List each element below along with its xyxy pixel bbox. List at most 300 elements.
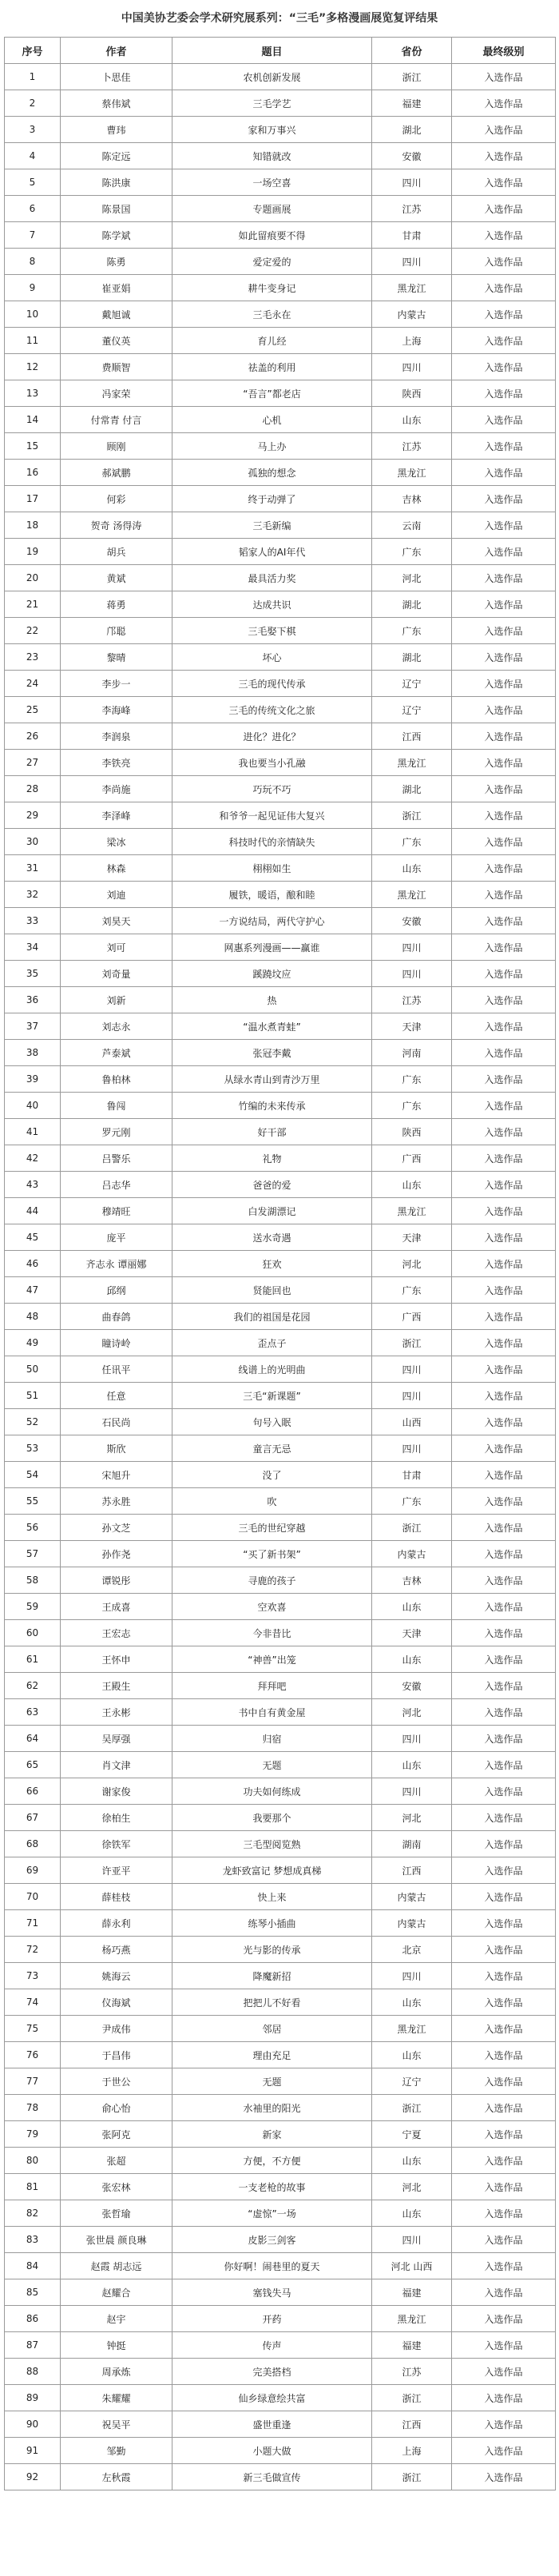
level-cell: 入选作品 (452, 1383, 556, 1409)
author-cell: 杨巧燕 (61, 1937, 172, 1963)
work-title-cell: 一方说结局，两代守护心 (172, 908, 372, 934)
level-cell: 入选作品 (452, 1119, 556, 1145)
work-title-cell: 从绿水青山到青沙万里 (172, 1066, 372, 1093)
province-cell: 四川 (372, 1383, 452, 1409)
work-title-cell: 句号入眠 (172, 1409, 372, 1435)
row-number: 77 (5, 2068, 61, 2095)
province-cell: 山东 (372, 1172, 452, 1198)
level-cell: 入选作品 (452, 1409, 556, 1435)
level-cell: 入选作品 (452, 2438, 556, 2464)
author-cell: 尹成伟 (61, 2016, 172, 2042)
table-row (5, 1066, 556, 1093)
province-cell: 山东 (372, 1594, 452, 1620)
row-number: 71 (5, 1910, 61, 1937)
table-row (5, 196, 556, 222)
work-title-cell: 贤能回也 (172, 1277, 372, 1304)
level-cell: 入选作品 (452, 2148, 556, 2174)
row-number: 41 (5, 1119, 61, 1145)
level-cell: 入选作品 (452, 354, 556, 380)
level-cell: 入选作品 (452, 1330, 556, 1356)
author-cell: 仪海斌 (61, 1989, 172, 2016)
table-row (5, 64, 556, 90)
level-cell: 入选作品 (452, 2042, 556, 2068)
work-title-cell: 爸爸的爱 (172, 1172, 372, 1198)
level-cell: 入选作品 (452, 249, 556, 275)
province-cell: 上海 (372, 328, 452, 354)
table-row (5, 301, 556, 328)
province-cell: 宁夏 (372, 2121, 452, 2148)
province-cell: 河北 (372, 1805, 452, 1831)
province-cell: 浙江 (372, 802, 452, 829)
level-cell: 入选作品 (452, 1013, 556, 1040)
row-number: 30 (5, 829, 61, 855)
work-title-cell: 送水奇遇 (172, 1224, 372, 1251)
author-cell: 刘迪 (61, 882, 172, 908)
level-cell: 入选作品 (452, 2121, 556, 2148)
work-title-cell: 功夫如何练成 (172, 1778, 372, 1805)
table-row (5, 1304, 556, 1330)
author-cell: 王怀申 (61, 1646, 172, 1673)
work-title-cell: 知错就改 (172, 143, 372, 169)
work-title-cell: 热 (172, 987, 372, 1013)
level-cell: 入选作品 (452, 1435, 556, 1462)
work-title-cell: 降魔新招 (172, 1963, 372, 1989)
author-cell: 刘可 (61, 934, 172, 961)
province-cell: 辽宁 (372, 697, 452, 723)
table-row (5, 1488, 556, 1515)
table-row (5, 2174, 556, 2200)
author-cell: 王成喜 (61, 1594, 172, 1620)
author-cell: 蔡伟斌 (61, 90, 172, 117)
table-row (5, 1224, 556, 1251)
row-number: 3 (5, 117, 61, 143)
table-row (5, 486, 556, 512)
table-row (5, 1778, 556, 1805)
province-cell: 江苏 (372, 2359, 452, 2385)
work-title-cell: 栩栩如生 (172, 855, 372, 882)
province-cell: 四川 (372, 249, 452, 275)
province-cell: 浙江 (372, 2464, 452, 2490)
author-cell: 姚海云 (61, 1963, 172, 1989)
province-cell: 江西 (372, 1857, 452, 1884)
author-cell: 王殿生 (61, 1673, 172, 1699)
level-cell: 入选作品 (452, 1937, 556, 1963)
level-cell: 入选作品 (452, 1488, 556, 1515)
table-row (5, 222, 556, 249)
work-title-cell: 耕牛变身记 (172, 275, 372, 301)
level-cell: 入选作品 (452, 2068, 556, 2095)
province-cell: 广东 (372, 1488, 452, 1515)
work-title-cell: 和爷爷一起见证伟大复兴 (172, 802, 372, 829)
level-cell: 入选作品 (452, 433, 556, 460)
table-row (5, 1172, 556, 1198)
work-title-cell: 狂欢 (172, 1251, 372, 1277)
table-row (5, 2121, 556, 2148)
table-row (5, 275, 556, 301)
row-number: 2 (5, 90, 61, 117)
work-title-cell: 我要那个 (172, 1805, 372, 1831)
table-row (5, 1989, 556, 2016)
author-cell: 薛永利 (61, 1910, 172, 1937)
row-number: 90 (5, 2411, 61, 2438)
author-cell: 祝吴平 (61, 2411, 172, 2438)
author-cell: 斯欣 (61, 1435, 172, 1462)
row-number: 33 (5, 908, 61, 934)
table-header-row (5, 38, 556, 64)
author-cell: 石民尚 (61, 1409, 172, 1435)
row-number: 49 (5, 1330, 61, 1356)
work-title-cell: 三毛新编 (172, 512, 372, 539)
table-row (5, 644, 556, 671)
table-row (5, 1013, 556, 1040)
province-cell: 江西 (372, 723, 452, 750)
row-number: 39 (5, 1066, 61, 1093)
level-cell: 入选作品 (452, 1356, 556, 1383)
work-title-cell: 育儿经 (172, 328, 372, 354)
work-title-cell: 练琴小插曲 (172, 1910, 372, 1937)
province-cell: 广东 (372, 829, 452, 855)
row-number: 10 (5, 301, 61, 328)
author-cell: 鲁闯 (61, 1093, 172, 1119)
table-row (5, 1805, 556, 1831)
province-cell: 山东 (372, 2042, 452, 2068)
row-number: 88 (5, 2359, 61, 2385)
level-cell: 入选作品 (452, 1277, 556, 1304)
table-row (5, 1093, 556, 1119)
table-row (5, 1857, 556, 1884)
author-cell: 李润泉 (61, 723, 172, 750)
level-cell: 入选作品 (452, 1620, 556, 1646)
work-title-cell: “吾言”都老店 (172, 380, 372, 407)
author-cell: 卜思佳 (61, 64, 172, 90)
table-row (5, 2306, 556, 2332)
author-cell: 王宏志 (61, 1620, 172, 1646)
province-cell: 山东 (372, 2200, 452, 2227)
level-cell: 入选作品 (452, 723, 556, 750)
province-cell: 福建 (372, 2332, 452, 2359)
table-row (5, 1515, 556, 1541)
work-title-cell: 三毛型阅览熟 (172, 1831, 372, 1857)
author-cell: 邝聪 (61, 618, 172, 644)
province-cell: 湖南 (372, 1831, 452, 1857)
table-row (5, 2227, 556, 2253)
table-row (5, 1567, 556, 1594)
province-cell: 黑龙江 (372, 1198, 452, 1224)
table-row (5, 1594, 556, 1620)
work-title-cell: 礼物 (172, 1145, 372, 1172)
level-cell: 入选作品 (452, 1462, 556, 1488)
author-cell: 刘志永 (61, 1013, 172, 1040)
row-number: 64 (5, 1726, 61, 1752)
province-cell: 广东 (372, 1277, 452, 1304)
header-province: 省份 (372, 38, 452, 64)
province-cell: 内蒙古 (372, 1910, 452, 1937)
province-cell: 天津 (372, 1013, 452, 1040)
level-cell: 入选作品 (452, 1093, 556, 1119)
work-title-cell: 农机创新发展 (172, 64, 372, 90)
author-cell: 瞳诗岭 (61, 1330, 172, 1356)
province-cell: 四川 (372, 934, 452, 961)
author-cell: 张阿克 (61, 2121, 172, 2148)
province-cell: 浙江 (372, 1330, 452, 1356)
province-cell: 浙江 (372, 64, 452, 90)
row-number: 59 (5, 1594, 61, 1620)
table-row (5, 1277, 556, 1304)
level-cell: 入选作品 (452, 1541, 556, 1567)
author-cell: 肖文津 (61, 1752, 172, 1778)
row-number: 11 (5, 328, 61, 354)
level-cell: 入选作品 (452, 802, 556, 829)
province-cell: 广西 (372, 1145, 452, 1172)
work-title-cell: 龙虾致富记 梦想成真梯 (172, 1857, 372, 1884)
province-cell: 黑龙江 (372, 460, 452, 486)
table-row (5, 2464, 556, 2490)
province-cell: 黑龙江 (372, 750, 452, 776)
province-cell: 浙江 (372, 2385, 452, 2411)
author-cell: 陈定远 (61, 143, 172, 169)
table-row (5, 855, 556, 882)
author-cell: 谢家俊 (61, 1778, 172, 1805)
table-row (5, 2253, 556, 2279)
author-cell: 刘新 (61, 987, 172, 1013)
row-number: 32 (5, 882, 61, 908)
level-cell: 入选作品 (452, 275, 556, 301)
province-cell: 湖北 (372, 776, 452, 802)
row-number: 61 (5, 1646, 61, 1673)
author-cell: 赵霞 胡志远 (61, 2253, 172, 2279)
province-cell: 湖北 (372, 117, 452, 143)
level-cell: 入选作品 (452, 908, 556, 934)
table-row (5, 565, 556, 591)
table-row (5, 2438, 556, 2464)
work-title-cell: 无题 (172, 2068, 372, 2095)
work-title-cell: 三毛“新课题” (172, 1383, 372, 1409)
row-number: 51 (5, 1383, 61, 1409)
row-number: 83 (5, 2227, 61, 2253)
level-cell: 入选作品 (452, 539, 556, 565)
results-table (4, 37, 556, 2490)
table-row (5, 1356, 556, 1383)
work-title-cell: 最具活力奖 (172, 565, 372, 591)
author-cell: 吴厚强 (61, 1726, 172, 1752)
table-row (5, 697, 556, 723)
table-row (5, 2095, 556, 2121)
row-number: 13 (5, 380, 61, 407)
level-cell: 入选作品 (452, 460, 556, 486)
author-cell: 赵宇 (61, 2306, 172, 2332)
author-cell: 郝斌鹏 (61, 460, 172, 486)
row-number: 73 (5, 1963, 61, 1989)
author-cell: 孙文芝 (61, 1515, 172, 1541)
province-cell: 甘肃 (372, 222, 452, 249)
table-row (5, 1831, 556, 1857)
province-cell: 山东 (372, 855, 452, 882)
work-title-cell: 寻鹿的孩子 (172, 1567, 372, 1594)
level-cell: 入选作品 (452, 1066, 556, 1093)
author-cell: 戴旭诚 (61, 301, 172, 328)
level-cell: 入选作品 (452, 2016, 556, 2042)
province-cell: 云南 (372, 512, 452, 539)
province-cell: 广东 (372, 1093, 452, 1119)
work-title-cell: 蹊蹺坟应 (172, 961, 372, 987)
work-title-cell: 如此留痕要不得 (172, 222, 372, 249)
author-cell: 鲁柏林 (61, 1066, 172, 1093)
author-cell: 许亚平 (61, 1857, 172, 1884)
level-cell: 入选作品 (452, 143, 556, 169)
work-title-cell: 归宿 (172, 1726, 372, 1752)
province-cell: 黑龙江 (372, 2306, 452, 2332)
table-row (5, 1251, 556, 1277)
level-cell: 入选作品 (452, 618, 556, 644)
row-number: 36 (5, 987, 61, 1013)
table-row (5, 2148, 556, 2174)
table-row (5, 1383, 556, 1409)
author-cell: 齐志永 谭丽娜 (61, 1251, 172, 1277)
province-cell: 天津 (372, 1620, 452, 1646)
author-cell: 董仪英 (61, 328, 172, 354)
author-cell: 左秋霞 (61, 2464, 172, 2490)
author-cell: 李泽峰 (61, 802, 172, 829)
author-cell: 张世晨 颜良琳 (61, 2227, 172, 2253)
province-cell: 江苏 (372, 433, 452, 460)
table-row (5, 1752, 556, 1778)
table-row (5, 249, 556, 275)
table-row (5, 1726, 556, 1752)
work-title-cell: 马上办 (172, 433, 372, 460)
row-number: 5 (5, 169, 61, 196)
work-title-cell: 一支老枪的故事 (172, 2174, 372, 2200)
province-cell: 四川 (372, 169, 452, 196)
province-cell: 福建 (372, 90, 452, 117)
province-cell: 天津 (372, 1224, 452, 1251)
table-row (5, 908, 556, 934)
table-row (5, 2016, 556, 2042)
header-title: 题目 (172, 38, 372, 64)
row-number: 60 (5, 1620, 61, 1646)
row-number: 68 (5, 1831, 61, 1857)
level-cell: 入选作品 (452, 1805, 556, 1831)
level-cell: 入选作品 (452, 407, 556, 433)
row-number: 86 (5, 2306, 61, 2332)
table-row (5, 2279, 556, 2306)
province-cell: 四川 (372, 961, 452, 987)
author-cell: 陈景国 (61, 196, 172, 222)
table-row (5, 539, 556, 565)
author-cell: 朱耀耀 (61, 2385, 172, 2411)
level-cell: 入选作品 (452, 2359, 556, 2385)
work-title-cell: 今非昔比 (172, 1620, 372, 1646)
level-cell: 入选作品 (452, 987, 556, 1013)
work-title-cell: 心机 (172, 407, 372, 433)
row-number: 72 (5, 1937, 61, 1963)
row-number: 31 (5, 855, 61, 882)
level-cell: 入选作品 (452, 1673, 556, 1699)
level-cell: 入选作品 (452, 486, 556, 512)
work-title-cell: 书中自有黄金屋 (172, 1699, 372, 1726)
level-cell: 入选作品 (452, 2253, 556, 2279)
level-cell: 入选作品 (452, 855, 556, 882)
work-title-cell: 家和万事兴 (172, 117, 372, 143)
author-cell: 芦泰斌 (61, 1040, 172, 1066)
row-number: 56 (5, 1515, 61, 1541)
author-cell: 于昌伟 (61, 2042, 172, 2068)
row-number: 89 (5, 2385, 61, 2411)
province-cell: 内蒙古 (372, 1884, 452, 1910)
row-number: 70 (5, 1884, 61, 1910)
author-cell: 罗元刚 (61, 1119, 172, 1145)
row-number: 65 (5, 1752, 61, 1778)
province-cell: 江苏 (372, 196, 452, 222)
row-number: 35 (5, 961, 61, 987)
level-cell: 入选作品 (452, 64, 556, 90)
row-number: 29 (5, 802, 61, 829)
author-cell: 于世公 (61, 2068, 172, 2095)
table-row (5, 1910, 556, 1937)
level-cell: 入选作品 (452, 1989, 556, 2016)
row-number: 44 (5, 1198, 61, 1224)
table-row (5, 934, 556, 961)
work-title-cell: 三毛的传统文化之旅 (172, 697, 372, 723)
row-number: 7 (5, 222, 61, 249)
work-title-cell: 歪点子 (172, 1330, 372, 1356)
province-cell: 吉林 (372, 486, 452, 512)
row-number: 43 (5, 1172, 61, 1198)
row-number: 74 (5, 1989, 61, 2016)
table-row (5, 1963, 556, 1989)
table-row (5, 1145, 556, 1172)
work-title-cell: 小题大做 (172, 2438, 372, 2464)
author-cell: 周承炼 (61, 2359, 172, 2385)
table-row (5, 2068, 556, 2095)
author-cell: 任讯平 (61, 1356, 172, 1383)
work-title-cell: 进化？进化？ (172, 723, 372, 750)
level-cell: 入选作品 (452, 1884, 556, 1910)
province-cell: 吉林 (372, 1567, 452, 1594)
row-number: 80 (5, 2148, 61, 2174)
author-cell: 徐柏生 (61, 1805, 172, 1831)
row-number: 38 (5, 1040, 61, 1066)
row-number: 12 (5, 354, 61, 380)
province-cell: 山东 (372, 1752, 452, 1778)
author-cell: 邹勤 (61, 2438, 172, 2464)
row-number: 84 (5, 2253, 61, 2279)
row-number: 37 (5, 1013, 61, 1040)
level-cell: 入选作品 (452, 90, 556, 117)
level-cell: 入选作品 (452, 512, 556, 539)
level-cell: 入选作品 (452, 1778, 556, 1805)
author-cell: 冯家荣 (61, 380, 172, 407)
author-cell: 薛桂枝 (61, 1884, 172, 1910)
table-row (5, 1699, 556, 1726)
row-number: 57 (5, 1541, 61, 1567)
row-number: 40 (5, 1093, 61, 1119)
work-title-cell: 终于动弹了 (172, 486, 372, 512)
work-title-cell: 我也要当小孔融 (172, 750, 372, 776)
table-row (5, 2359, 556, 2385)
row-number: 50 (5, 1356, 61, 1383)
level-cell: 入选作品 (452, 2174, 556, 2200)
table-row (5, 671, 556, 697)
table-row (5, 750, 556, 776)
table-row (5, 1646, 556, 1673)
row-number: 62 (5, 1673, 61, 1699)
header-level: 最终级别 (452, 38, 556, 64)
row-number: 54 (5, 1462, 61, 1488)
level-cell: 入选作品 (452, 380, 556, 407)
row-number: 69 (5, 1857, 61, 1884)
work-title-cell: 三毛学艺 (172, 90, 372, 117)
table-row (5, 1884, 556, 1910)
